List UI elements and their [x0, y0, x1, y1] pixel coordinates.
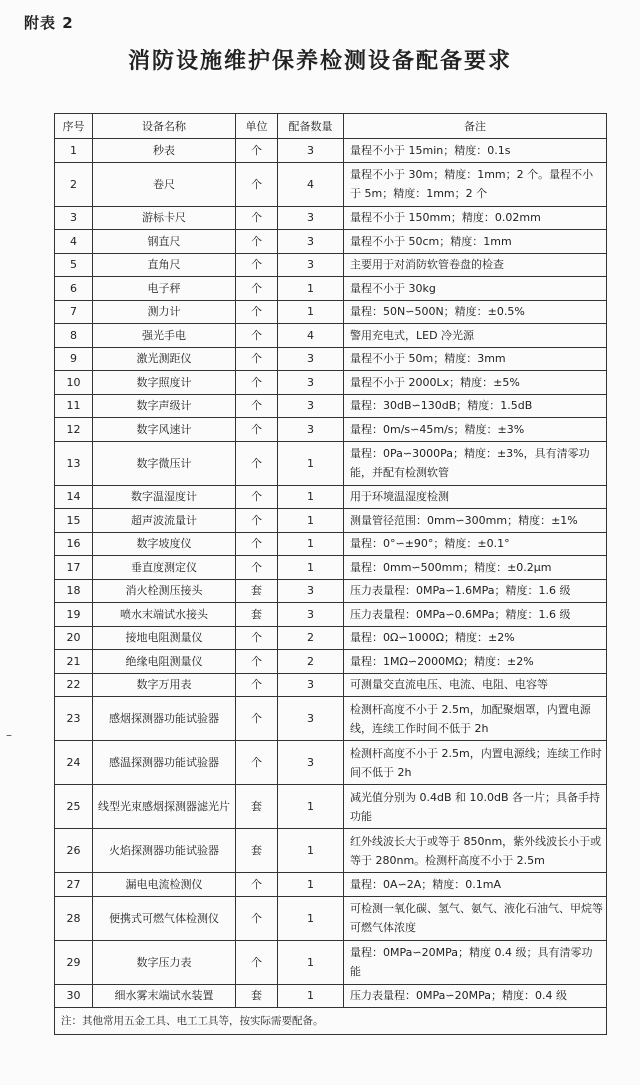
- table-row: [55, 230, 607, 254]
- table-row: [55, 603, 607, 627]
- cell-no: 19: [55, 603, 93, 627]
- cell-qty: 1: [278, 785, 344, 829]
- cell-qty: 1: [278, 509, 344, 533]
- cell-remark: 量程：0Pa∽3000Pa；精度：±3%，具有清零功能，并配有检测软管: [344, 441, 607, 485]
- cell-no: 12: [55, 418, 93, 442]
- cell-no: 22: [55, 673, 93, 697]
- cell-qty: 3: [278, 394, 344, 418]
- cell-remark: 可测量交直流电压、电流、电阻、电容等: [344, 673, 607, 697]
- cell-unit: 个: [236, 277, 278, 301]
- table-row: [55, 532, 607, 556]
- header-unit: 单位: [236, 114, 278, 139]
- cell-name: 激光测距仪: [93, 347, 236, 371]
- cell-no: 16: [55, 532, 93, 556]
- cell-unit: 套: [236, 579, 278, 603]
- table-row: [55, 579, 607, 603]
- header-remark: 备注: [344, 114, 607, 139]
- cell-name: 感烟探测器功能试验器: [93, 697, 236, 741]
- cell-remark: 量程：0m/s∽45m/s；精度：±3%: [344, 418, 607, 442]
- table-note-row: [55, 1008, 607, 1035]
- cell-remark: 量程不小于 150mm；精度：0.02mm: [344, 206, 607, 230]
- cell-name: 数字压力表: [93, 940, 236, 984]
- cell-unit: 个: [236, 300, 278, 324]
- cell-remark: 量程：0Ω∽1000Ω；精度：±2%: [344, 626, 607, 650]
- table-row: [55, 896, 607, 940]
- table-row: [55, 697, 607, 741]
- cell-remark: 量程不小于 30kg: [344, 277, 607, 301]
- cell-unit: 套: [236, 785, 278, 829]
- cell-remark: 量程：30dB∽130dB；精度：1.5dB: [344, 394, 607, 418]
- cell-no: 28: [55, 896, 93, 940]
- cell-remark: 量程不小于 2000Lx；精度：±5%: [344, 371, 607, 395]
- cell-name: 细水雾末端试水装置: [93, 984, 236, 1008]
- cell-qty: 3: [278, 418, 344, 442]
- cell-unit: 套: [236, 984, 278, 1008]
- cell-qty: 1: [278, 896, 344, 940]
- cell-qty: 1: [278, 984, 344, 1008]
- cell-unit: 个: [236, 441, 278, 485]
- cell-unit: 个: [236, 485, 278, 509]
- table-note: 注：其他常用五金工具、电工工具等，按实际需要配备。: [55, 1008, 607, 1035]
- table-row: [55, 324, 607, 348]
- cell-no: 30: [55, 984, 93, 1008]
- header-qty: 配备数量: [278, 114, 344, 139]
- cell-qty: 2: [278, 650, 344, 674]
- cell-qty: 1: [278, 940, 344, 984]
- cell-qty: 4: [278, 324, 344, 348]
- margin-mark: –: [6, 728, 12, 742]
- header-no: 序号: [55, 114, 93, 139]
- cell-no: 4: [55, 230, 93, 254]
- cell-name: 游标卡尺: [93, 206, 236, 230]
- table-row: [55, 485, 607, 509]
- page-title: 消防设施维护保养检测设备配备要求: [127, 49, 512, 74]
- table-row: [55, 673, 607, 697]
- table-row: [55, 785, 607, 829]
- cell-unit: 个: [236, 394, 278, 418]
- cell-no: 17: [55, 556, 93, 580]
- cell-unit: 个: [236, 230, 278, 254]
- table-body: [55, 139, 607, 1008]
- cell-name: 卷尺: [93, 162, 236, 206]
- cell-no: 6: [55, 277, 93, 301]
- cell-no: 23: [55, 697, 93, 741]
- cell-unit: 个: [236, 324, 278, 348]
- cell-remark: 量程：0MPa∽20MPa；精度 0.4 级；具有清零功能: [344, 940, 607, 984]
- cell-qty: 1: [278, 532, 344, 556]
- cell-unit: 个: [236, 650, 278, 674]
- appendix-label: 附表 2: [24, 14, 74, 32]
- cell-remark: 压力表量程：0MPa∽0.6MPa；精度：1.6 级: [344, 603, 607, 627]
- cell-qty: 1: [278, 485, 344, 509]
- table-row: [55, 206, 607, 230]
- cell-unit: 个: [236, 626, 278, 650]
- cell-name: 秒表: [93, 139, 236, 163]
- table-row: [55, 253, 607, 277]
- cell-remark: 压力表量程：0MPa∽20MPa；精度：0.4 级: [344, 984, 607, 1008]
- table-row: [55, 139, 607, 163]
- cell-no: 25: [55, 785, 93, 829]
- cell-no: 29: [55, 940, 93, 984]
- table-row: [55, 347, 607, 371]
- cell-remark: 量程：1MΩ∽2000MΩ；精度：±2%: [344, 650, 607, 674]
- cell-unit: 个: [236, 873, 278, 897]
- cell-unit: 个: [236, 206, 278, 230]
- cell-name: 接地电阻测量仪: [93, 626, 236, 650]
- cell-name: 漏电电流检测仪: [93, 873, 236, 897]
- cell-name: 电子秤: [93, 277, 236, 301]
- table-row: [55, 650, 607, 674]
- cell-name: 消火栓测压接头: [93, 579, 236, 603]
- cell-unit: 个: [236, 940, 278, 984]
- table-row: [55, 509, 607, 533]
- cell-remark: 量程：0mm∽500mm；精度：±0.2μm: [344, 556, 607, 580]
- cell-unit: 个: [236, 741, 278, 785]
- cell-qty: 3: [278, 230, 344, 254]
- table-row: [55, 556, 607, 580]
- cell-unit: 个: [236, 418, 278, 442]
- cell-remark: 主要用于对消防软管卷盘的检查: [344, 253, 607, 277]
- cell-qty: 3: [278, 253, 344, 277]
- cell-no: 5: [55, 253, 93, 277]
- cell-name: 数字微压计: [93, 441, 236, 485]
- equipment-table: [54, 113, 607, 1035]
- cell-no: 24: [55, 741, 93, 785]
- cell-qty: 3: [278, 673, 344, 697]
- table-row: [55, 873, 607, 897]
- cell-name: 超声波流量计: [93, 509, 236, 533]
- cell-unit: 个: [236, 347, 278, 371]
- cell-unit: 个: [236, 896, 278, 940]
- table-row: [55, 441, 607, 485]
- table-row: [55, 741, 607, 785]
- cell-no: 9: [55, 347, 93, 371]
- cell-remark: 测量管径范围：0mm∽300mm；精度：±1%: [344, 509, 607, 533]
- cell-name: 测力计: [93, 300, 236, 324]
- cell-no: 8: [55, 324, 93, 348]
- cell-remark: 可检测一氧化碳、氢气、氨气、液化石油气、甲烷等可燃气体浓度: [344, 896, 607, 940]
- cell-no: 21: [55, 650, 93, 674]
- cell-qty: 3: [278, 347, 344, 371]
- cell-qty: 1: [278, 873, 344, 897]
- cell-unit: 个: [236, 139, 278, 163]
- header-name: 设备名称: [93, 114, 236, 139]
- cell-qty: 2: [278, 626, 344, 650]
- cell-name: 直角尺: [93, 253, 236, 277]
- cell-name: 火焰探测器功能试验器: [93, 829, 236, 873]
- cell-remark: 量程不小于 50m；精度：3mm: [344, 347, 607, 371]
- cell-unit: 个: [236, 371, 278, 395]
- cell-qty: 3: [278, 371, 344, 395]
- table-row: [55, 394, 607, 418]
- cell-qty: 1: [278, 829, 344, 873]
- cell-remark: 量程：0°∽±90°；精度：±0.1°: [344, 532, 607, 556]
- cell-no: 10: [55, 371, 93, 395]
- cell-no: 18: [55, 579, 93, 603]
- table-header-row: [55, 114, 607, 139]
- table-row: [55, 162, 607, 206]
- cell-remark: 检测杆高度不小于 2.5m，加配聚烟罩，内置电源线，连续工作时间不低于 2h: [344, 697, 607, 741]
- cell-unit: 套: [236, 603, 278, 627]
- cell-name: 数字万用表: [93, 673, 236, 697]
- cell-remark: 量程不小于 15min；精度：0.1s: [344, 139, 607, 163]
- cell-name: 便携式可燃气体检测仪: [93, 896, 236, 940]
- cell-no: 20: [55, 626, 93, 650]
- cell-unit: 个: [236, 162, 278, 206]
- cell-unit: 个: [236, 556, 278, 580]
- cell-no: 11: [55, 394, 93, 418]
- cell-name: 垂直度测定仪: [93, 556, 236, 580]
- cell-qty: 4: [278, 162, 344, 206]
- cell-remark: 量程：50N∽500N；精度：±0.5%: [344, 300, 607, 324]
- cell-remark: 减光值分别为 0.4dB 和 10.0dB 各一片；具备手持功能: [344, 785, 607, 829]
- cell-name: 钢直尺: [93, 230, 236, 254]
- cell-remark: 用于环境温湿度检测: [344, 485, 607, 509]
- cell-name: 绝缘电阻测量仪: [93, 650, 236, 674]
- cell-no: 27: [55, 873, 93, 897]
- table-row: [55, 940, 607, 984]
- cell-name: 喷水末端试水接头: [93, 603, 236, 627]
- cell-qty: 3: [278, 603, 344, 627]
- cell-no: 3: [55, 206, 93, 230]
- cell-remark: 量程不小于 30m；精度：1mm；2 个。量程不小于 5m；精度：1mm；2 个: [344, 162, 607, 206]
- cell-remark: 压力表量程：0MPa∽1.6MPa；精度：1.6 级: [344, 579, 607, 603]
- cell-name: 数字温湿度计: [93, 485, 236, 509]
- cell-qty: 1: [278, 300, 344, 324]
- cell-name: 数字坡度仪: [93, 532, 236, 556]
- cell-no: 15: [55, 509, 93, 533]
- table-row: [55, 371, 607, 395]
- cell-name: 数字照度计: [93, 371, 236, 395]
- cell-name: 数字风速计: [93, 418, 236, 442]
- cell-qty: 3: [278, 697, 344, 741]
- cell-name: 线型光束感烟探测器滤光片: [93, 785, 236, 829]
- cell-unit: 个: [236, 532, 278, 556]
- cell-name: 数字声级计: [93, 394, 236, 418]
- table-row: [55, 984, 607, 1008]
- cell-qty: 3: [278, 139, 344, 163]
- cell-remark: 量程：0A∽2A；精度：0.1mA: [344, 873, 607, 897]
- cell-remark: 警用充电式，LED 冷光源: [344, 324, 607, 348]
- cell-no: 2: [55, 162, 93, 206]
- cell-no: 1: [55, 139, 93, 163]
- cell-no: 13: [55, 441, 93, 485]
- table-row: [55, 300, 607, 324]
- cell-unit: 套: [236, 829, 278, 873]
- cell-qty: 3: [278, 579, 344, 603]
- cell-unit: 个: [236, 509, 278, 533]
- table-row: [55, 418, 607, 442]
- cell-name: 强光手电: [93, 324, 236, 348]
- cell-no: 26: [55, 829, 93, 873]
- cell-remark: 检测杆高度不小于 2.5m，内置电源线；连续工作时间不低于 2h: [344, 741, 607, 785]
- cell-unit: 个: [236, 673, 278, 697]
- table-row: [55, 626, 607, 650]
- cell-qty: 1: [278, 277, 344, 301]
- cell-qty: 3: [278, 741, 344, 785]
- cell-remark: 量程不小于 50cm；精度：1mm: [344, 230, 607, 254]
- cell-remark: 红外线波长大于或等于 850nm，紫外线波长小于或等于 280nm。检测杆高度不小于 2.5m: [344, 829, 607, 873]
- table-row: [55, 829, 607, 873]
- cell-qty: 3: [278, 206, 344, 230]
- cell-unit: 个: [236, 697, 278, 741]
- cell-no: 14: [55, 485, 93, 509]
- table-row: [55, 277, 607, 301]
- cell-unit: 个: [236, 253, 278, 277]
- cell-qty: 1: [278, 556, 344, 580]
- cell-name: 感温探测器功能试验器: [93, 741, 236, 785]
- cell-qty: 1: [278, 441, 344, 485]
- cell-no: 7: [55, 300, 93, 324]
